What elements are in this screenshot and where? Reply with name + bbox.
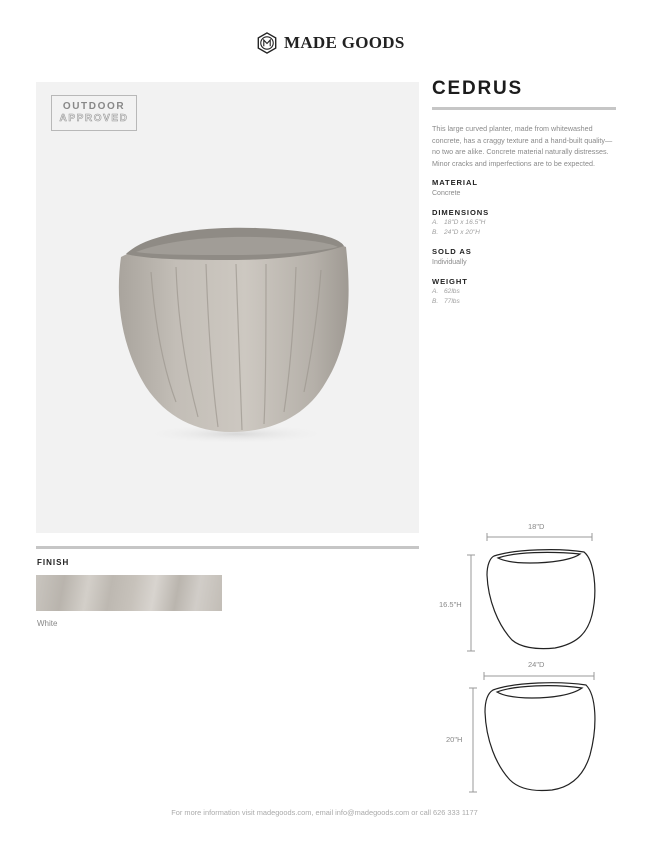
brand-logo	[256, 31, 405, 55]
sold-as-value: Individually	[432, 259, 467, 267]
diagram-a-width-label: 18"D	[528, 522, 545, 531]
weight-item	[432, 287, 616, 297]
diagram-a-height-label: 16.5"H	[439, 600, 462, 609]
weight-value: 77lbs	[444, 298, 460, 306]
dimensions-heading: DIMENSIONS	[432, 208, 490, 218]
diagram-b-width-label: 24"D	[528, 660, 545, 669]
material-heading: MATERIAL	[432, 178, 478, 188]
product-description: This large curved planter, made from whitewashed concrete, has a craggy texture and a hand-built quality—no two are alike. Concrete material naturally distresses. Minor cracks and imperfections are to be expected.	[432, 124, 613, 168]
dimension-value: 18"D x 16.5"H	[444, 219, 486, 227]
sold-as-heading: SOLD AS	[432, 247, 472, 257]
diagram-a-outline	[460, 530, 610, 652]
weight-value: 62lbs	[444, 288, 460, 296]
mg-monogram-hexagon-icon	[256, 32, 278, 54]
weight-item	[432, 297, 616, 307]
finish-swatch-name: White	[37, 619, 58, 628]
footer-contact: For more information visit madegoods.com, email info@madegoods.com or call 626 333 1177	[171, 808, 478, 817]
diagram-b-height-label: 20"H	[446, 735, 463, 744]
finish-heading: FINISH	[37, 558, 70, 567]
product-photo-panel	[36, 82, 419, 533]
finish-divider	[36, 546, 419, 549]
dimension-index: B.	[432, 229, 439, 237]
badge-line-1: OUTDOOR	[62, 101, 126, 112]
outdoor-approved-badge	[51, 95, 137, 131]
dimension-index: A.	[432, 219, 439, 227]
planter-photo	[106, 212, 356, 452]
badge-line-2: APPROVED	[59, 113, 129, 124]
weight-heading: WEIGHT	[432, 277, 468, 287]
dimension-item	[432, 218, 616, 228]
weight-index: B.	[432, 298, 439, 306]
dimension-item	[432, 228, 616, 238]
title-divider	[432, 107, 616, 110]
brand-name: MADE GOODS	[284, 33, 405, 52]
dimension-value: 24"D x 20"H	[444, 229, 480, 237]
product-title: CEDRUS	[432, 78, 524, 99]
diagram-b-outline	[460, 670, 610, 795]
material-value: Concrete	[432, 190, 461, 198]
weight-index: A.	[432, 288, 439, 296]
product-info	[432, 78, 616, 307]
finish-swatch	[36, 575, 222, 611]
